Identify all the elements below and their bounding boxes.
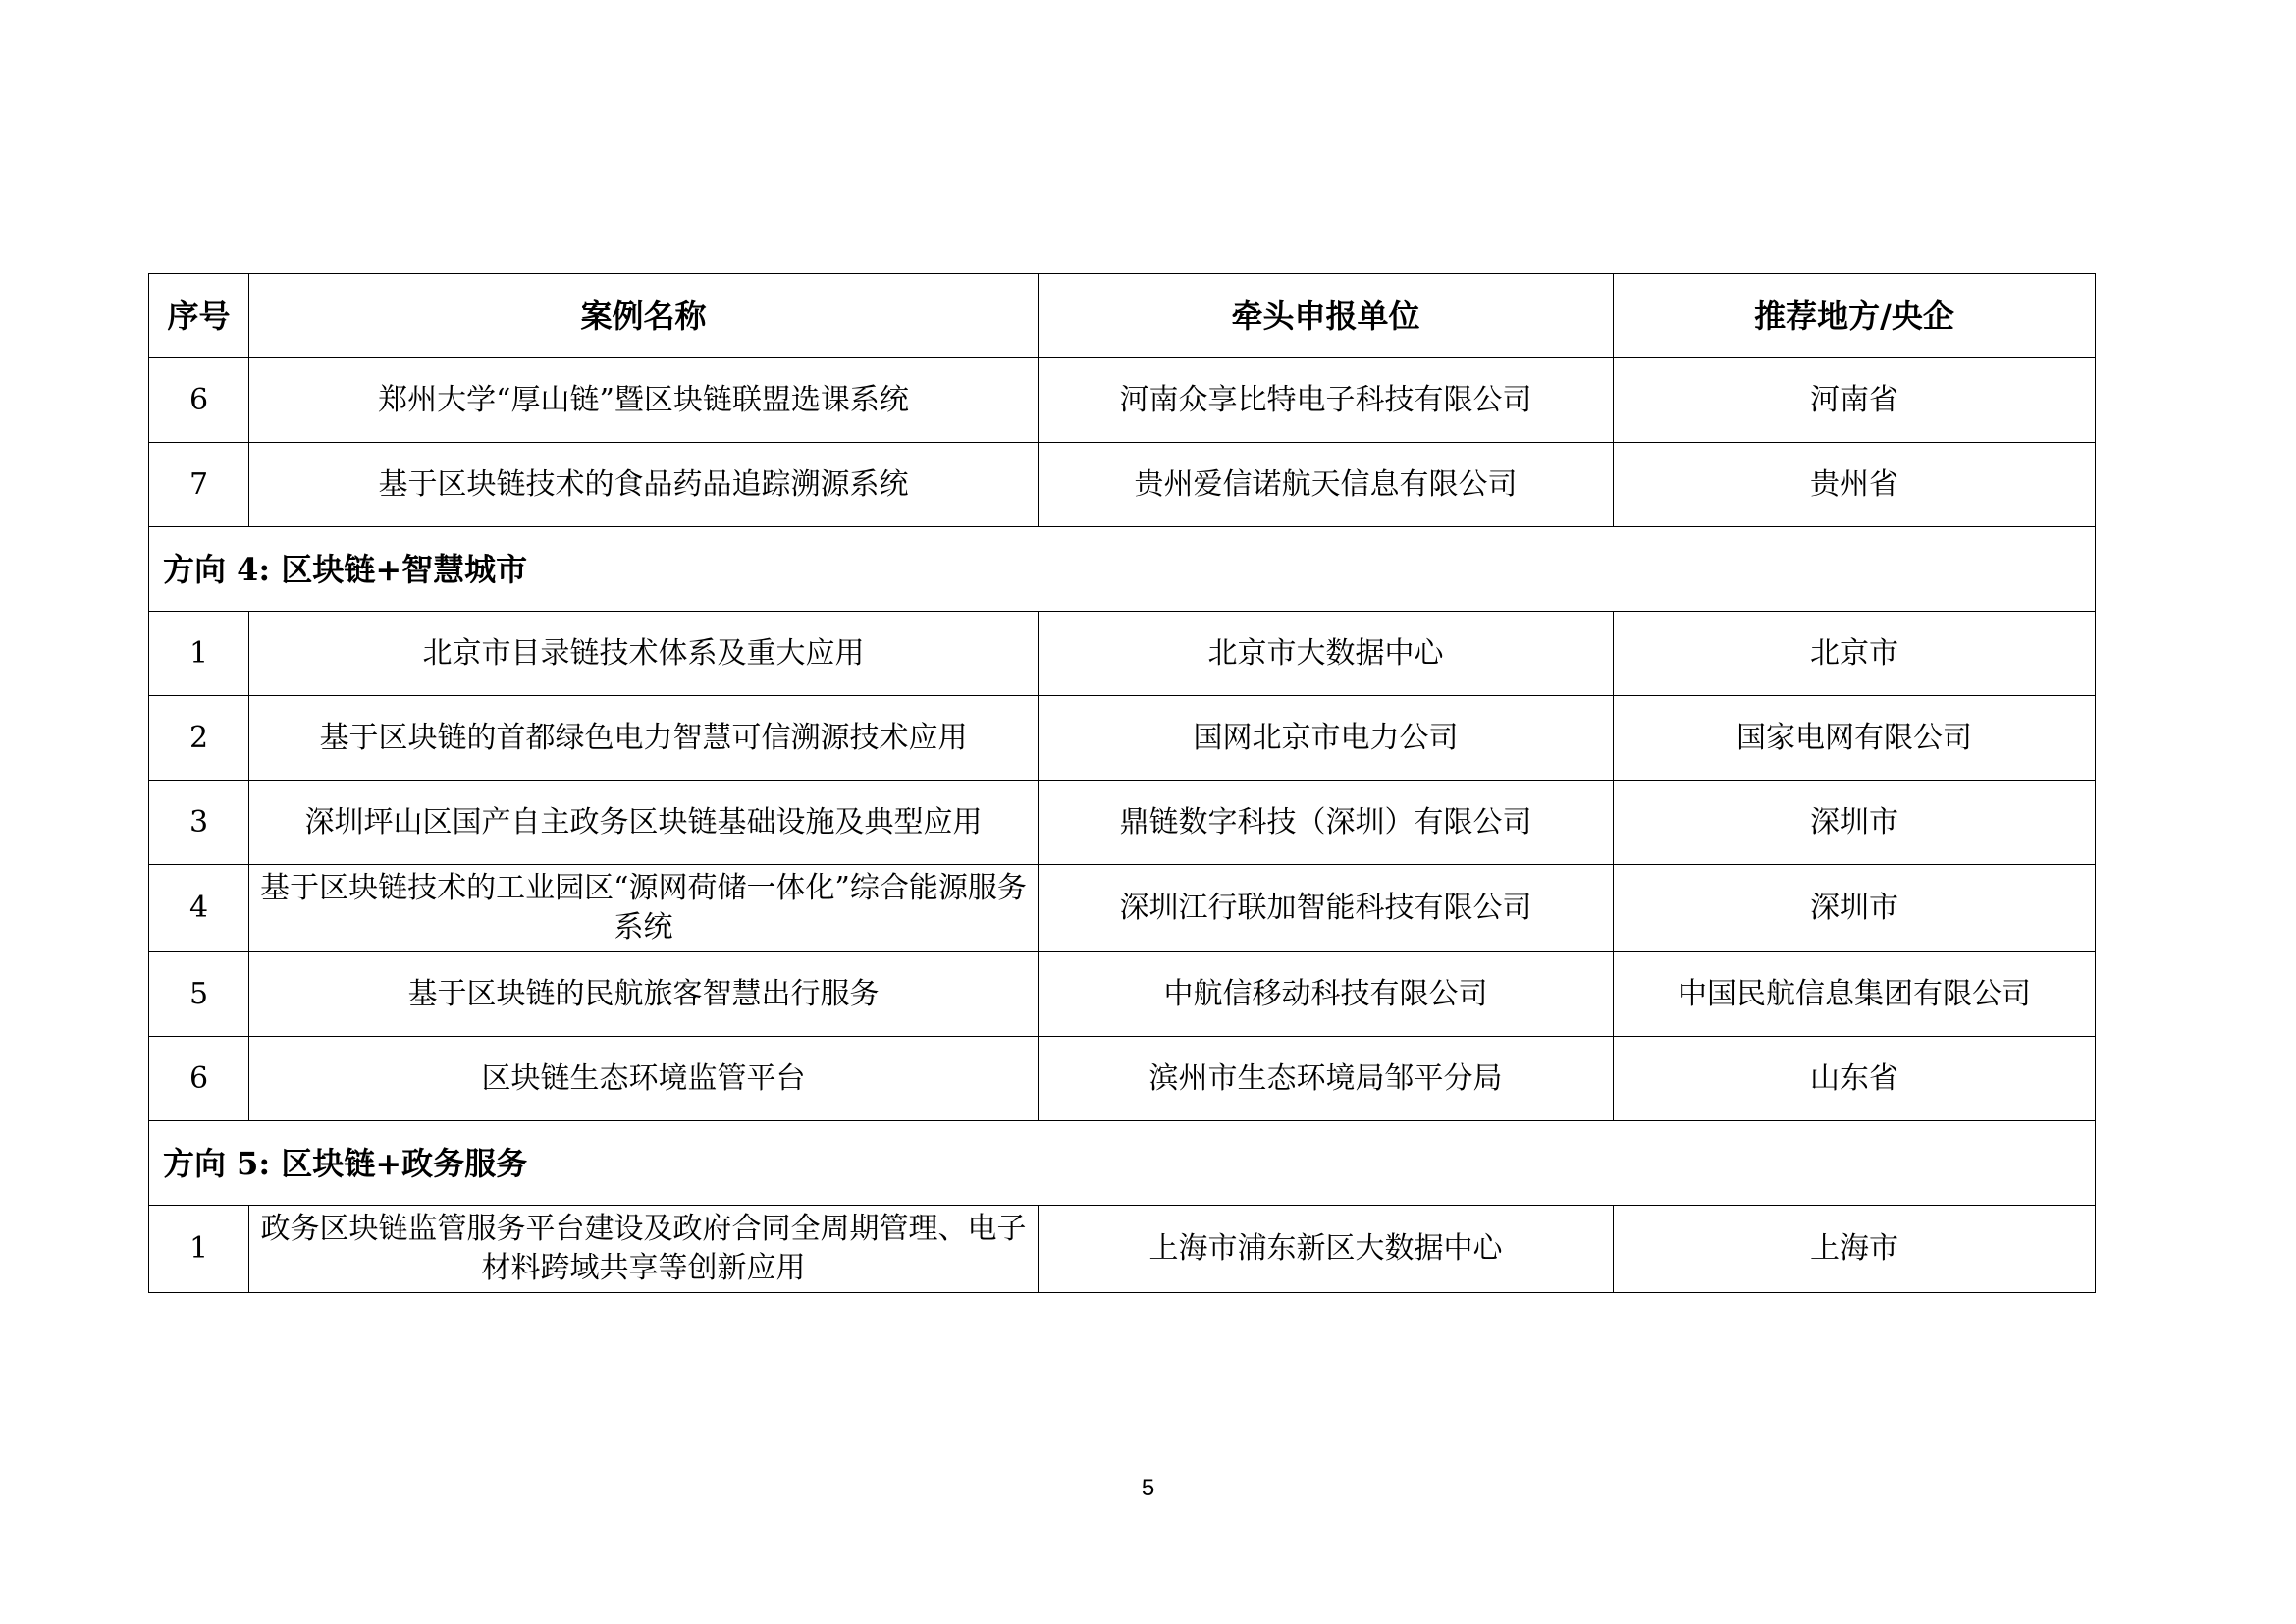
cell-unit: 深圳江行联加智能科技有限公司: [1039, 865, 1614, 952]
table-row: [149, 952, 2096, 1037]
table-row: [149, 358, 2096, 443]
cell-name: 基于区块链技术的食品药品追踪溯源系统: [249, 443, 1039, 527]
table-header-row: [149, 274, 2096, 358]
cell-name: 深圳坪山区国产自主政务区块链基础设施及典型应用: [249, 781, 1039, 865]
cell-region: 深圳市: [1614, 781, 2096, 865]
cell-name: 郑州大学“厚山链”暨区块链联盟选课系统: [249, 358, 1039, 443]
cell-name: 基于区块链的民航旅客智慧出行服务: [249, 952, 1039, 1037]
case-table: [148, 273, 2096, 1293]
section-row: [149, 527, 2096, 612]
cell-region: 贵州省: [1614, 443, 2096, 527]
cell-region: 北京市: [1614, 612, 2096, 696]
cell-unit: 国网北京市电力公司: [1039, 696, 1614, 781]
table-row: [149, 443, 2096, 527]
cell-seq: 1: [149, 1206, 249, 1293]
table-row: [149, 781, 2096, 865]
section-title-5: 方向 5: 区块链+政务服务: [149, 1121, 2096, 1206]
cell-seq: 1: [149, 612, 249, 696]
section-row: [149, 1121, 2096, 1206]
cell-region: 中国民航信息集团有限公司: [1614, 952, 2096, 1037]
cell-seq: 5: [149, 952, 249, 1037]
cell-unit: 中航信移动科技有限公司: [1039, 952, 1614, 1037]
cell-region: 国家电网有限公司: [1614, 696, 2096, 781]
cell-name: 基于区块链技术的工业园区“源网荷储一体化”综合能源服务系统: [249, 865, 1039, 952]
cell-region: 上海市: [1614, 1206, 2096, 1293]
table-row: [149, 1206, 2096, 1293]
cell-seq: 7: [149, 443, 249, 527]
cell-region: 深圳市: [1614, 865, 2096, 952]
page-number: 5: [1141, 1475, 1155, 1501]
header-name: 案例名称: [249, 274, 1039, 358]
cell-seq: 6: [149, 1037, 249, 1121]
cell-unit: 上海市浦东新区大数据中心: [1039, 1206, 1614, 1293]
cell-name: 北京市目录链技术体系及重大应用: [249, 612, 1039, 696]
cell-unit: 北京市大数据中心: [1039, 612, 1614, 696]
cell-name: 区块链生态环境监管平台: [249, 1037, 1039, 1121]
cell-region: 山东省: [1614, 1037, 2096, 1121]
cell-region: 河南省: [1614, 358, 2096, 443]
header-region: 推荐地方/央企: [1614, 274, 2096, 358]
table-row: [149, 1037, 2096, 1121]
cell-unit: 贵州爱信诺航天信息有限公司: [1039, 443, 1614, 527]
cell-name: 政务区块链监管服务平台建设及政府合同全周期管理、电子材料跨域共享等创新应用: [249, 1206, 1039, 1293]
table-row: [149, 612, 2096, 696]
header-unit: 牵头申报单位: [1039, 274, 1614, 358]
cell-name: 基于区块链的首都绿色电力智慧可信溯源技术应用: [249, 696, 1039, 781]
cell-seq: 4: [149, 865, 249, 952]
table-row: [149, 696, 2096, 781]
section-title-4: 方向 4: 区块链+智慧城市: [149, 527, 2096, 612]
cell-seq: 2: [149, 696, 249, 781]
table-row: [149, 865, 2096, 952]
cell-seq: 6: [149, 358, 249, 443]
cell-unit: 滨州市生态环境局邹平分局: [1039, 1037, 1614, 1121]
cell-unit: 鼎链数字科技（深圳）有限公司: [1039, 781, 1614, 865]
header-seq: 序号: [149, 274, 249, 358]
cell-unit: 河南众享比特电子科技有限公司: [1039, 358, 1614, 443]
cell-seq: 3: [149, 781, 249, 865]
